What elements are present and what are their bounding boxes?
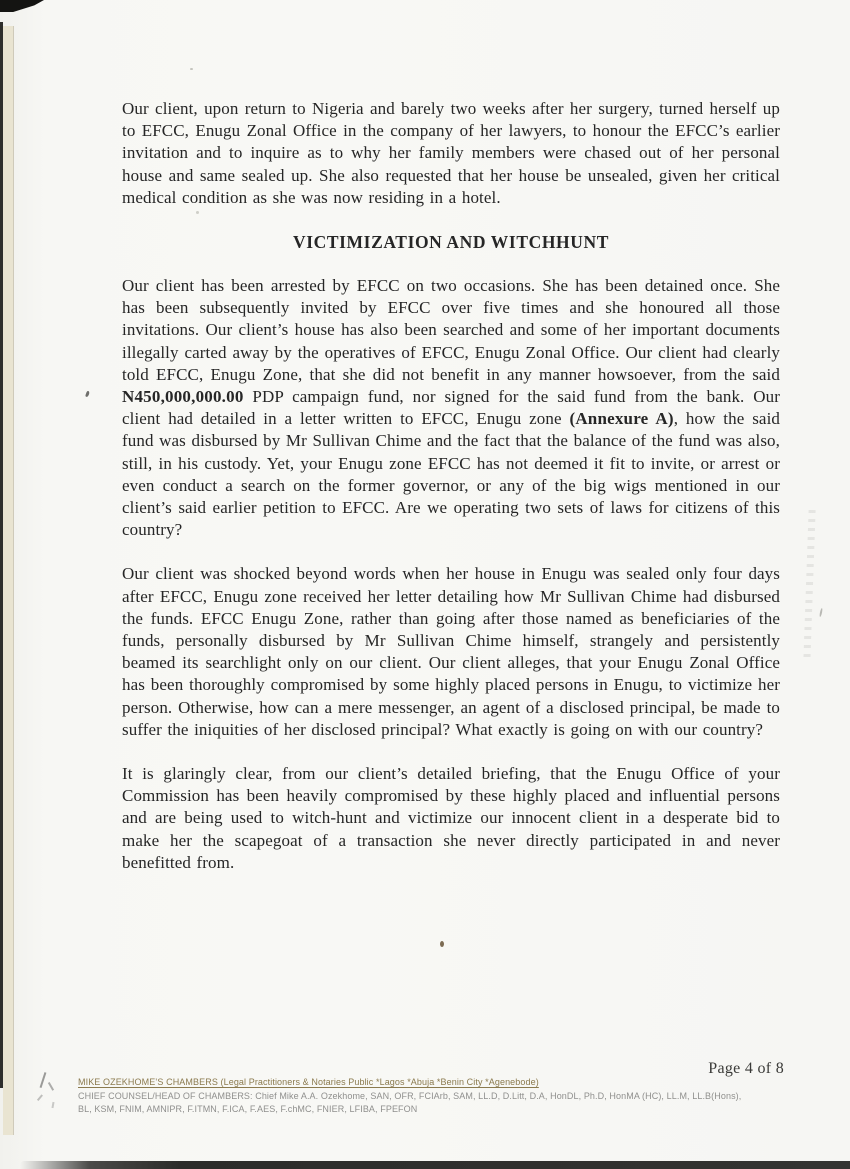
scan-speck-artifact <box>85 391 90 398</box>
scan-page-edge-left <box>3 26 14 1135</box>
scan-artifact-top-corner <box>0 0 44 12</box>
scan-speck-artifact <box>819 608 823 617</box>
page-number: Page 4 of 8 <box>708 1060 784 1077</box>
paragraph-commission-compromised: It is glaringly clear, from our client’s detailed briefing, that the Enugu Office of your Commission has been heavily compromised by these highly placed and influential persons and are being used to witch-hunt and victimize our innocent client in a desperate bid to make her the scapegoat of a transaction she never directly participated in and never benefitted from. <box>122 764 780 872</box>
letterhead-footer <box>78 1076 838 1117</box>
chief-counsel-line: CHIEF COUNSEL/HEAD OF CHAMBERS: Chief Mike A.A. Ozekhome, SAN, OFR, FCIArb, SAM, LL.D, D.Litt, D.A, HonDL, Ph.D, HonMA (HC), LL.M, LL.B(Hons), <box>78 1090 742 1101</box>
paragraph-house-sealed: Our client was shocked beyond words when her house in Enugu was sealed only four days after EFCC, Enugu zone received her letter detailing how Mr Sullivan Chime had disbursed the funds. EFCC Enugu Zone, rather than going after those named as beneficiaries of the funds, personally disbursed by Mr Sullivan Chime himself, strangely and persistently beamed its searchlight only on our client. Our client alleges, that your Enugu Zonal Office has been thoroughly compromised by some highly placed persons in Enugu, to victimize her person. Otherwise, how can a mere messenger, an agent of a disclosed principal, be made to suffer the iniquities of her disclosed principal? What exactly is going on with our country? <box>122 564 780 739</box>
paragraph-arrests-and-fund: Our client has been arrested by EFCC on two occasions. She has been detained once. She has been subsequently invited by EFCC over five times and she honoured all those invitations. Our client’s house has also been searched and some of her important documents illegally carted away by the operatives of EFCC, Enugu Zonal Office. Our client had clearly told EFCC, Enugu Zone, that she did not benefit in any manner howsoever, from the said N450,000,000.00 PDP campaign fund, nor signed for the said fund from the bank. Our client had detailed in a letter written to EFCC, Enugu zone (Annexure A), how the said fund was disbursed by Mr Sullivan Chime and the fact that the balance of the fund was also, still, in his custody. Yet, your Enugu zone EFCC has not deemed it fit to invite, or arrest or even conduct a search on the former governor, or any of the big wigs mentioned in our client’s said earlier petition to EFCC. Are we operating two sets of laws for citizens of this country? <box>122 276 780 540</box>
scan-edge-bottom-shadow <box>20 1161 850 1169</box>
document-body <box>122 76 780 874</box>
scan-smudge-artifact <box>803 510 815 660</box>
section-heading: VICTIMIZATION AND WITCHHUNT <box>292 232 609 253</box>
scan-speck-artifact <box>440 941 444 947</box>
credentials-line: BL, KSM, FNIM, AMNIPR, F.ITMN, F.ICA, F.AES, F.chMC, FNIER, LFIBA, FPEFON <box>78 1104 418 1114</box>
pen-mark-artifact <box>36 1070 70 1114</box>
chambers-name-line: MIKE OZEKHOME’S CHAMBERS (Legal Practitioners & Notaries Public *Lagos *Abuja *Benin City *Agenebode) <box>78 1077 539 1087</box>
paragraph-return-to-nigeria: Our client, upon return to Nigeria and barely two weeks after her surgery, turned herself up to EFCC, Enugu Zonal Office in the company of her lawyers, to honour the EFCC’s earlier invitation and to inquire as to why her family members were chased out of her personal house and same sealed up. She also requested that her house be unsealed, given her critical medical condition as she was now residing in a hotel. <box>122 99 780 207</box>
scan-speck-artifact <box>190 68 193 70</box>
